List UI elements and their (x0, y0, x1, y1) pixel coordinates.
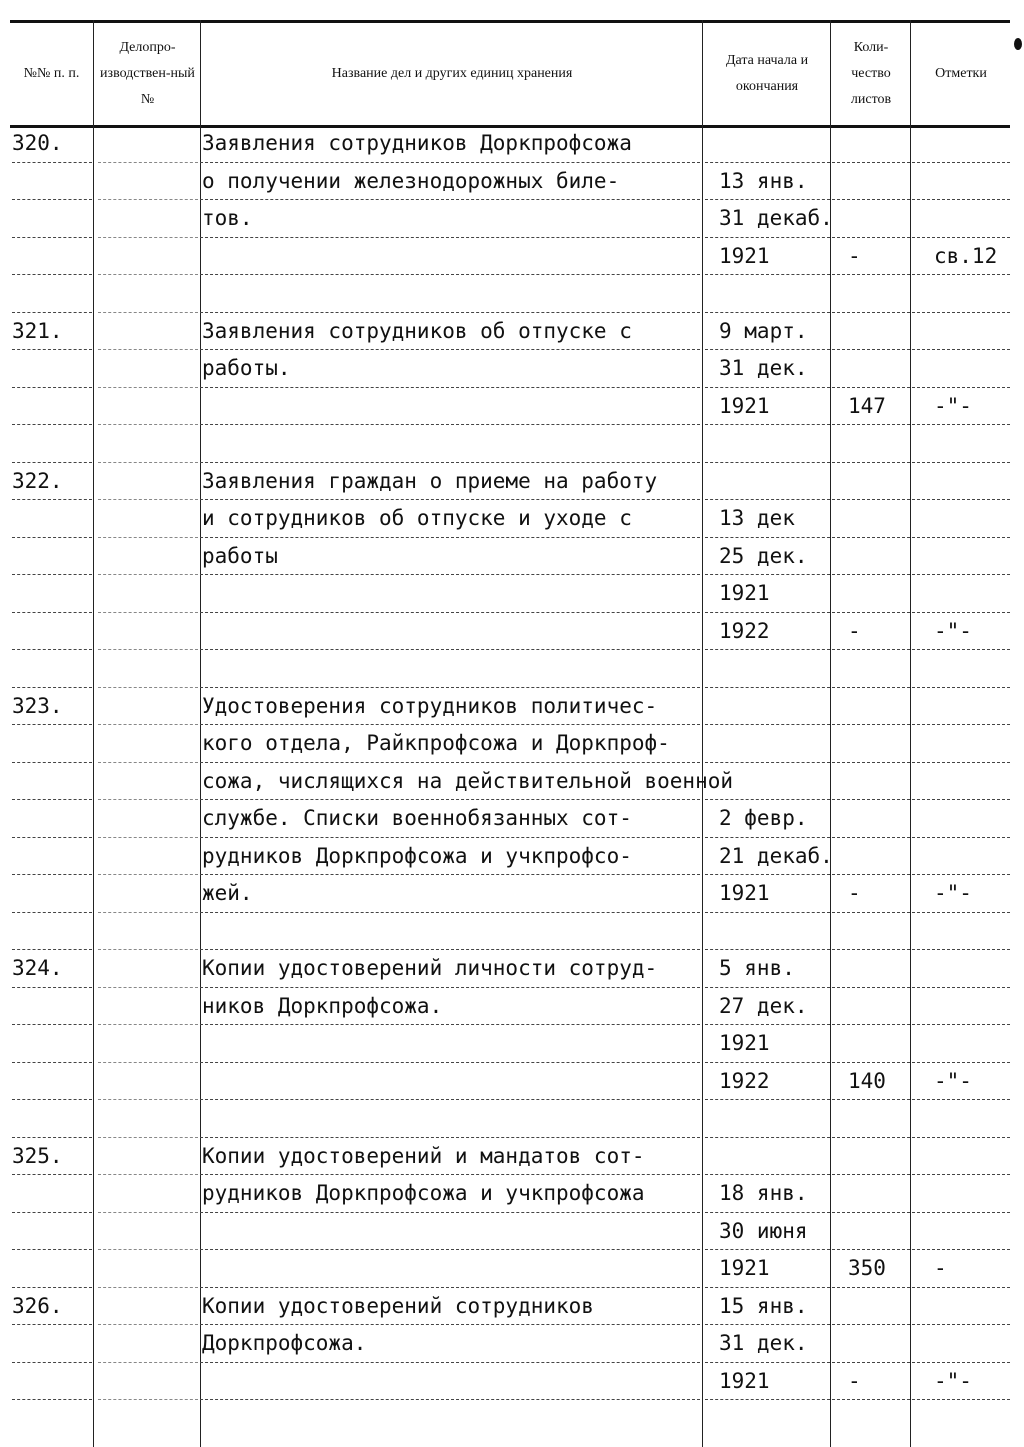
entry-notes (912, 1175, 1010, 1213)
table-row (10, 838, 1010, 876)
table-header (10, 20, 1010, 128)
header-notes: Отметки (935, 66, 987, 81)
header-sheets: Коли-чество листов (850, 40, 892, 107)
entry-dates: 1922 (705, 1063, 830, 1101)
entry-sheets (832, 425, 910, 463)
entry-number (12, 1063, 92, 1101)
entry-title-line (200, 575, 700, 613)
office-number (98, 425, 198, 463)
entry-title-line: жей. (200, 875, 700, 913)
entry-dates: 1921 (705, 575, 830, 613)
entry-notes (912, 763, 1010, 801)
table-row (10, 725, 1010, 763)
entry-sheets: - (832, 238, 910, 276)
table-row (10, 388, 1010, 426)
entry-title-line: и сотрудников об отпуске и уходе с (200, 500, 700, 538)
entry-title-line: Доркпрофсожа. (200, 1325, 700, 1363)
entry-title-line: рудников Доркпрофсожа и учкпрофсожа (200, 1175, 700, 1213)
entry-sheets (832, 913, 910, 951)
office-number (98, 463, 198, 501)
entry-sheets (832, 650, 910, 688)
entry-notes: -"- (912, 613, 1010, 651)
entry-dates: 9 март. (705, 313, 830, 351)
entry-dates (705, 913, 830, 951)
entry-dates (705, 688, 830, 726)
office-number (98, 1288, 198, 1326)
entry-number (12, 838, 92, 876)
entry-sheets: 147 (832, 388, 910, 426)
entry-number (12, 575, 92, 613)
entry-dates (705, 763, 830, 801)
office-number (98, 238, 198, 276)
table-row (10, 988, 1010, 1026)
entry-number (12, 238, 92, 276)
entry-sheets (832, 725, 910, 763)
entry-number (12, 650, 92, 688)
entry-number: 324. (12, 950, 92, 988)
entry-notes (912, 1100, 1010, 1138)
entry-dates (705, 650, 830, 688)
entry-notes (912, 913, 1010, 951)
entry-sheets (832, 313, 910, 351)
entry-dates: 1921 (705, 388, 830, 426)
entry-dates: 31 дек. (705, 1325, 830, 1363)
table-row (10, 350, 1010, 388)
entry-notes (912, 125, 1010, 163)
entry-sheets (832, 1288, 910, 1326)
header-office-number: Делопро-изводствен-ный № (100, 40, 195, 107)
office-number (98, 1175, 198, 1213)
entry-notes (912, 1138, 1010, 1176)
entry-sheets (832, 463, 910, 501)
entry-sheets (832, 1025, 910, 1063)
entry-sheets (832, 838, 910, 876)
entry-notes (912, 800, 1010, 838)
table-row (10, 613, 1010, 651)
office-number (98, 1325, 198, 1363)
table-row (10, 1138, 1010, 1176)
entry-dates: 30 июня (705, 1213, 830, 1251)
table-row (10, 275, 1010, 313)
entry-sheets (832, 500, 910, 538)
entry-number: 323. (12, 688, 92, 726)
office-number (98, 1138, 198, 1176)
table-row (10, 163, 1010, 201)
entry-dates: 21 декаб. (705, 838, 830, 876)
entry-sheets (832, 538, 910, 576)
table-row (10, 800, 1010, 838)
entry-title-line (200, 1063, 700, 1101)
office-number (98, 350, 198, 388)
office-number (98, 950, 198, 988)
entry-dates: 31 декаб. (705, 200, 830, 238)
table-row (10, 200, 1010, 238)
table-row (10, 1325, 1010, 1363)
table-row (10, 238, 1010, 276)
table-row (10, 1288, 1010, 1326)
entry-dates: 1921 (705, 1363, 830, 1401)
office-number (98, 613, 198, 651)
entry-number: 321. (12, 313, 92, 351)
entry-number (12, 388, 92, 426)
entry-dates (705, 1138, 830, 1176)
entry-sheets: - (832, 875, 910, 913)
entry-number (12, 913, 92, 951)
entry-title-line: Заявления сотрудников об отпуске с (200, 313, 700, 351)
office-number (98, 800, 198, 838)
entry-dates (705, 425, 830, 463)
entry-number (12, 1100, 92, 1138)
entry-number (12, 275, 92, 313)
entry-sheets (832, 950, 910, 988)
entry-notes: -"- (912, 875, 1010, 913)
entry-number: 325. (12, 1138, 92, 1176)
entry-notes: -"- (912, 388, 1010, 426)
table-row (10, 1025, 1010, 1063)
table-row (10, 1363, 1010, 1401)
entry-title-line: рудников Доркпрофсожа и учкпрофсо- (200, 838, 700, 876)
entry-sheets (832, 988, 910, 1026)
entry-title-line: сожа, числящихся на действительной военной (200, 763, 700, 801)
table-row (10, 1100, 1010, 1138)
office-number (98, 1100, 198, 1138)
entry-sheets (832, 688, 910, 726)
table-row (10, 688, 1010, 726)
table-row (10, 650, 1010, 688)
office-number (98, 1250, 198, 1288)
entry-number (12, 425, 92, 463)
table-row (10, 1250, 1010, 1288)
entry-number (12, 1325, 92, 1363)
entry-title-line: тов. (200, 200, 700, 238)
table-row (10, 463, 1010, 501)
office-number (98, 1025, 198, 1063)
entry-number: 320. (12, 125, 92, 163)
entry-sheets: - (832, 613, 910, 651)
entry-notes (912, 650, 1010, 688)
entry-sheets (832, 1138, 910, 1176)
entry-sheets: 140 (832, 1063, 910, 1101)
entry-notes (912, 425, 1010, 463)
entry-dates: 1921 (705, 1025, 830, 1063)
entry-dates: 1921 (705, 875, 830, 913)
entry-title-line (200, 1250, 700, 1288)
table-row (10, 875, 1010, 913)
table-row (10, 500, 1010, 538)
entry-sheets (832, 163, 910, 201)
entry-number (12, 800, 92, 838)
entry-dates (705, 275, 830, 313)
entry-number (12, 538, 92, 576)
entry-notes (912, 538, 1010, 576)
header-number: №№ п. п. (23, 66, 80, 81)
entry-dates: 15 янв. (705, 1288, 830, 1326)
entry-notes (912, 163, 1010, 201)
entry-notes: св.12 (912, 238, 1010, 276)
entry-number: 326. (12, 1288, 92, 1326)
entry-number: 322. (12, 463, 92, 501)
office-number (98, 875, 198, 913)
office-number (98, 988, 198, 1026)
entry-notes (912, 313, 1010, 351)
entry-notes (912, 950, 1010, 988)
entry-title-line (200, 913, 700, 951)
entry-number (12, 200, 92, 238)
entry-notes (912, 575, 1010, 613)
entry-notes: - (912, 1250, 1010, 1288)
entry-number (12, 350, 92, 388)
table-row (10, 1175, 1010, 1213)
office-number (98, 163, 198, 201)
entry-dates: 13 дек (705, 500, 830, 538)
office-number (98, 1363, 198, 1401)
entry-dates: 27 дек. (705, 988, 830, 1026)
entry-sheets: - (832, 1363, 910, 1401)
entry-title-line: ников Доркпрофсожа. (200, 988, 700, 1026)
table-row (10, 950, 1010, 988)
entry-dates (705, 1100, 830, 1138)
entry-sheets (832, 800, 910, 838)
entry-number (12, 763, 92, 801)
ink-mark (1014, 38, 1022, 50)
table-row (10, 913, 1010, 951)
entry-title-line: Копии удостоверений сотрудников (200, 1288, 700, 1326)
entry-number (12, 613, 92, 651)
entry-title-line: Копии удостоверений и мандатов сот- (200, 1138, 700, 1176)
entry-number (12, 1363, 92, 1401)
table-row (10, 763, 1010, 801)
entry-number (12, 725, 92, 763)
office-number (98, 575, 198, 613)
office-number (98, 275, 198, 313)
table-row (10, 538, 1010, 576)
table-row (10, 575, 1010, 613)
office-number (98, 1063, 198, 1101)
entry-dates (705, 725, 830, 763)
entry-sheets (832, 575, 910, 613)
office-number (98, 763, 198, 801)
entry-sheets (832, 1213, 910, 1251)
entry-notes (912, 1288, 1010, 1326)
entry-title-line: Заявления сотрудников Доркпрофсожа (200, 125, 700, 163)
table-row (10, 1213, 1010, 1251)
entry-dates: 1922 (705, 613, 830, 651)
entry-number (12, 1025, 92, 1063)
office-number (98, 913, 198, 951)
entry-notes (912, 350, 1010, 388)
entry-notes: -"- (912, 1063, 1010, 1101)
table-row (10, 125, 1010, 163)
entry-title-line: службе. Списки военнобязанных сот- (200, 800, 700, 838)
entry-notes (912, 200, 1010, 238)
entry-title-line: Заявления граждан о приеме на работу (200, 463, 700, 501)
office-number (98, 200, 198, 238)
office-number (98, 388, 198, 426)
entry-dates: 13 янв. (705, 163, 830, 201)
office-number (98, 688, 198, 726)
entry-number (12, 988, 92, 1026)
entry-dates: 18 янв. (705, 1175, 830, 1213)
table-row (10, 1063, 1010, 1101)
entry-title-line (200, 1025, 700, 1063)
table-row (10, 425, 1010, 463)
entry-sheets (832, 1325, 910, 1363)
entry-title-line (200, 238, 700, 276)
entry-notes (912, 988, 1010, 1026)
entry-notes (912, 500, 1010, 538)
entry-notes (912, 1325, 1010, 1363)
entry-sheets (832, 350, 910, 388)
entry-title-line (200, 425, 700, 463)
entry-title-line (200, 1100, 700, 1138)
entry-title-line (200, 388, 700, 426)
entry-title-line (200, 650, 700, 688)
entry-sheets (832, 763, 910, 801)
entry-dates: 31 дек. (705, 350, 830, 388)
header-dates: Дата начала и окончания (725, 53, 809, 94)
entry-notes: -"- (912, 1363, 1010, 1401)
entry-dates: 2 февр. (705, 800, 830, 838)
header-title: Название дел и других единиц хранения (331, 66, 573, 81)
office-number (98, 125, 198, 163)
entry-dates (705, 125, 830, 163)
office-number (98, 838, 198, 876)
entry-title-line (200, 275, 700, 313)
office-number (98, 650, 198, 688)
entry-notes (912, 1025, 1010, 1063)
table-row (10, 313, 1010, 351)
entry-title-line (200, 613, 700, 651)
entry-title-line: Копии удостоверений личности сотруд- (200, 950, 700, 988)
entry-notes (912, 463, 1010, 501)
entry-title-line: кого отдела, Райкпрофсожа и Доркпроф- (200, 725, 700, 763)
entry-notes (912, 688, 1010, 726)
entry-dates: 25 дек. (705, 538, 830, 576)
entry-sheets (832, 275, 910, 313)
entry-title-line: работы (200, 538, 700, 576)
entry-notes (912, 725, 1010, 763)
entry-number (12, 1175, 92, 1213)
entry-title-line (200, 1363, 700, 1401)
entry-sheets: 350 (832, 1250, 910, 1288)
entry-dates (705, 463, 830, 501)
entry-sheets (832, 1100, 910, 1138)
entry-dates: 1921 (705, 238, 830, 276)
entry-number (12, 875, 92, 913)
entry-notes (912, 838, 1010, 876)
entry-notes (912, 1213, 1010, 1251)
office-number (98, 538, 198, 576)
entry-dates: 5 янв. (705, 950, 830, 988)
entry-sheets (832, 125, 910, 163)
entry-dates: 1921 (705, 1250, 830, 1288)
entry-sheets (832, 1175, 910, 1213)
office-number (98, 1213, 198, 1251)
entry-sheets (832, 200, 910, 238)
entry-title-line: работы. (200, 350, 700, 388)
office-number (98, 500, 198, 538)
entry-title-line: о получении железнодорожных биле- (200, 163, 700, 201)
office-number (98, 725, 198, 763)
entry-title-line (200, 1213, 700, 1251)
entry-number (12, 163, 92, 201)
entry-title-line: Удостоверения сотрудников политичес- (200, 688, 700, 726)
office-number (98, 313, 198, 351)
entry-notes (912, 275, 1010, 313)
entry-number (12, 1213, 92, 1251)
entry-number (12, 500, 92, 538)
entry-number (12, 1250, 92, 1288)
